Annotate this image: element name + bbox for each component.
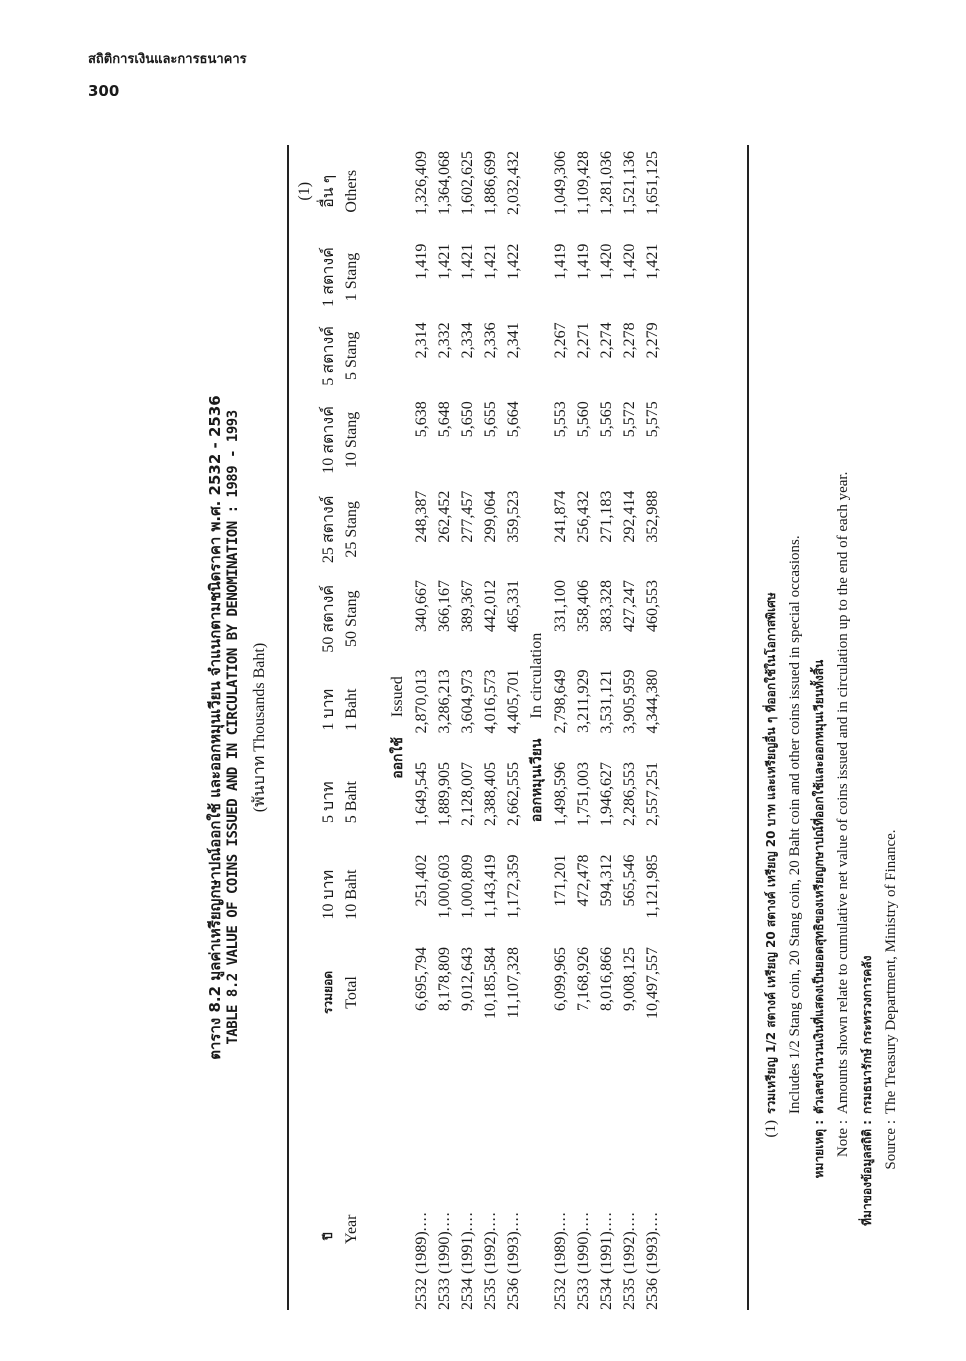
table-cell: 3,905,959 <box>621 669 638 734</box>
book-title: สถิติการเงินและการธนาคาร <box>88 52 247 67</box>
leader-dots: .... <box>505 1211 522 1232</box>
table-cell: 352,988 <box>644 490 661 543</box>
year-label: 2533 (1990) <box>436 1231 453 1310</box>
row-year <box>456 1044 479 1310</box>
footnote-1-thai: รวมเหรียญ 1/2 สตางค์ เหรียญ 20 สตางค์ เหรียญ 20 บาท และเหรียญอื่น ๆ ที่ออกใช้ในโอกาสพิเศษ <box>764 592 778 1114</box>
table-cell: 1,121,985 <box>644 854 661 919</box>
note-english-line <box>831 472 855 1310</box>
table-cell: 2,279 <box>644 322 661 359</box>
section-label <box>525 145 549 1310</box>
row-year <box>618 1044 641 1310</box>
section-label <box>386 145 410 1310</box>
source-english: The Treasury Department, Ministry of Finance. <box>883 829 899 1114</box>
year-label: 2536 (1993) <box>644 1231 661 1310</box>
table-cell: 8,016,866 <box>598 946 615 1011</box>
col-25stang-en: 25 Stang <box>343 501 360 558</box>
table-title-thai: ตาราง 8.2 มูลค่าเหรียญกษาปณ์ออกใช้ และออกหมุนเวียน จำแนกตามชนิดราคา พ.ศ. 2532 - 2536 <box>206 395 224 1060</box>
table-row <box>502 145 525 1310</box>
header-row-english <box>340 145 363 1310</box>
table-cell: 1,000,809 <box>459 854 476 919</box>
table-cell: 1,889,905 <box>436 761 453 826</box>
table-cell: 2,388,405 <box>482 761 499 826</box>
table-cell: 2,332 <box>436 322 453 359</box>
table-cell: 442,012 <box>482 580 499 633</box>
table-cell: 2,334 <box>459 322 476 359</box>
table-cell: 3,604,973 <box>459 669 476 734</box>
source-thai-line <box>855 956 879 1310</box>
table-cell: 9,008,125 <box>621 946 638 1011</box>
table-cell: 5,560 <box>575 401 592 438</box>
table-cell: 1,421 <box>482 243 499 280</box>
table-cell: 5,553 <box>552 401 569 438</box>
others-footnote-marker: (1) <box>296 181 313 201</box>
year-label: 2533 (1990) <box>575 1231 592 1310</box>
table-cell: 9,012,643 <box>459 946 476 1011</box>
table-cell: 4,016,573 <box>482 669 499 734</box>
col-50stang-en: 50 Stang <box>343 590 360 647</box>
col-5stang-en: 5 Stang <box>343 331 360 381</box>
note-thai: ตัวเลขจำนวนเงินที่แสดงเป็นยอดสุทธิของเหรียญกษาปณ์ที่ออกใช้และออกหมุนเวียนทั้งสิ้น <box>812 659 826 1114</box>
header-spacer <box>363 145 386 1310</box>
table-cell: 331,100 <box>552 580 569 633</box>
col-10baht-thai: 10 บาท <box>319 869 337 920</box>
table-cell: 366,167 <box>436 580 453 633</box>
table-row <box>618 145 641 1310</box>
year-label: 2535 (1992) <box>621 1231 638 1310</box>
table-cell: 1,419 <box>552 243 569 280</box>
table-cell: 1,651,125 <box>644 151 661 215</box>
table-cell: 1,886,699 <box>482 151 499 215</box>
table-cell: 359,523 <box>505 490 522 543</box>
leader-dots: .... <box>552 1211 569 1232</box>
table-row <box>479 145 502 1310</box>
leader-dots: .... <box>598 1211 615 1232</box>
col-25stang-thai: 25 สตางค์ <box>319 495 337 564</box>
page-number: 300 <box>88 82 120 100</box>
table-cell: 3,211,929 <box>575 669 592 733</box>
table-cell: 271,183 <box>598 490 615 543</box>
header-row-thai <box>316 145 340 1310</box>
section-header-row <box>525 145 549 1310</box>
section-header-row <box>386 145 410 1310</box>
col-year-en: Year <box>343 1214 360 1244</box>
table-cell: 2,341 <box>505 322 522 359</box>
section-label-thai: ออกหมุนเวียน <box>529 738 545 823</box>
col-others-en: Others <box>343 169 360 213</box>
row-year <box>549 1044 572 1310</box>
table-cell: 241,874 <box>552 490 569 543</box>
table-cell: 1,172,359 <box>505 854 522 919</box>
leader-dots: .... <box>621 1211 638 1232</box>
table-row <box>456 145 479 1310</box>
table-row <box>572 145 595 1310</box>
table-row <box>433 145 456 1310</box>
table-cell: 383,328 <box>598 580 615 633</box>
col-10baht-en: 10 Baht <box>343 869 360 920</box>
table-title-english: TABLE 8.2 VALUE OF COINS ISSUED AND IN CIRCULATION BY DENOMINATION : 1989 - 1993 <box>225 410 241 1045</box>
table-cell: 427,247 <box>621 580 638 633</box>
year-label: 2534 (1991) <box>459 1231 476 1310</box>
table-cell: 299,064 <box>482 490 499 543</box>
table-cell: 1,109,428 <box>575 151 592 215</box>
table-cell: 1,421 <box>644 243 661 280</box>
leader-dots: .... <box>459 1211 476 1232</box>
table-cell: 1,649,545 <box>413 761 430 826</box>
col-5stang-thai: 5 สตางค์ <box>319 325 337 386</box>
table-cell: 3,286,213 <box>436 669 453 734</box>
row-year <box>433 1044 456 1310</box>
source-thai: กรมธนารักษ์ กระทรวงการคลัง <box>860 955 874 1114</box>
col-10stang-thai: 10 สตางค์ <box>319 406 337 474</box>
table-cell: 340,667 <box>413 580 430 633</box>
table-cell: 465,331 <box>505 580 522 633</box>
table-cell: 1,419 <box>575 243 592 280</box>
table-cell: 1,143,419 <box>482 854 499 919</box>
leader-dots: .... <box>482 1211 499 1232</box>
table-cell: 6,695,794 <box>413 946 430 1011</box>
col-1stang-en: 1 Stang <box>343 252 360 302</box>
note-thai-line <box>807 660 831 1310</box>
year-label: 2532 (1989) <box>413 1231 430 1310</box>
footnote-1 <box>759 592 783 1310</box>
table-cell: 256,432 <box>575 490 592 543</box>
table-cell: 262,452 <box>436 490 453 543</box>
table-cell: 1,326,409 <box>413 151 430 215</box>
col-others-thai: อื่น ๆ <box>319 174 337 208</box>
table-cell: 1,000,603 <box>436 854 453 919</box>
table-cell: 10,185,584 <box>482 946 499 1019</box>
table-cell: 1,946,627 <box>598 761 615 826</box>
table-cell: 2,336 <box>482 322 499 359</box>
table-cell: 3,531,121 <box>598 669 615 734</box>
col-5baht-en: 5 Baht <box>343 781 360 824</box>
table-cell: 2,662,555 <box>505 761 522 826</box>
row-year <box>479 1044 502 1310</box>
table-cell: 389,367 <box>459 580 476 633</box>
table-row <box>641 145 664 1310</box>
col-5baht-thai: 5 บาท <box>319 781 337 824</box>
table-cell: 277,457 <box>459 490 476 543</box>
section-label-thai: ออกใช้ <box>390 737 406 779</box>
col-1baht-en: 1 Baht <box>343 688 360 731</box>
table-cell: 594,312 <box>598 854 615 907</box>
col-total-thai: รวมยอด <box>321 970 335 1015</box>
table-cell: 1,420 <box>598 243 615 280</box>
table-cell: 1,281,036 <box>598 151 615 215</box>
table-cell: 5,565 <box>598 401 615 438</box>
table-cell: 5,575 <box>644 401 661 438</box>
table-cell: 2,274 <box>598 322 615 359</box>
table-cell: 2,286,553 <box>621 761 638 826</box>
table-cell: 460,553 <box>644 580 661 633</box>
col-year-thai: ปี <box>321 1232 335 1240</box>
table-cell: 1,521,136 <box>621 151 638 215</box>
section-label-english: In circulation <box>528 632 545 719</box>
year-label: 2536 (1993) <box>505 1231 522 1310</box>
table-cell: 5,572 <box>621 401 638 438</box>
leader-dots: .... <box>436 1211 453 1232</box>
footnote-1-english: Includes 1/2 Stang coin, 20 Stang coin, 20 Baht coin and other coins issued in special occasions. <box>787 535 803 1114</box>
coin-value-table <box>293 145 664 1310</box>
col-1stang-thai: 1 สตางค์ <box>319 247 337 307</box>
table-cell: 4,405,701 <box>505 669 522 734</box>
footnote-1-english-line <box>783 535 807 1310</box>
table-cell: 2,128,007 <box>459 761 476 826</box>
leader-dots: .... <box>575 1211 592 1232</box>
row-year <box>410 1044 433 1310</box>
row-year <box>572 1044 595 1310</box>
row-year <box>502 1044 525 1310</box>
source-english-line <box>879 829 903 1310</box>
table-cell: 2,870,013 <box>413 669 430 734</box>
table-cell: 6,099,965 <box>552 946 569 1011</box>
table-cell: 1,421 <box>459 243 476 280</box>
table-row <box>410 145 433 1310</box>
top-rule <box>287 145 289 1310</box>
table-cell: 10,497,557 <box>644 946 661 1019</box>
table-cell: 1,420 <box>621 243 638 280</box>
table-cell: 292,414 <box>621 490 638 543</box>
table-cell: 2,271 <box>575 322 592 359</box>
note-label-english: Note : <box>835 1120 851 1158</box>
year-label: 2534 (1991) <box>598 1231 615 1310</box>
table-cell: 2,557,251 <box>644 761 661 826</box>
table-cell: 1,751,003 <box>575 761 592 826</box>
table-cell: 1,419 <box>413 243 430 280</box>
table-cell: 251,402 <box>413 854 430 907</box>
table-cell: 1,498,596 <box>552 761 569 826</box>
col-10stang-en: 10 Stang <box>343 411 360 469</box>
source-label-thai: ที่มาของข้อมูลสถิติ : <box>860 1120 874 1226</box>
table-cell: 2,798,649 <box>552 669 569 734</box>
col-1baht-thai: 1 บาท <box>319 688 337 731</box>
table-cell: 2,267 <box>552 322 569 359</box>
table-cell: 1,049,306 <box>552 151 569 215</box>
table-cell: 5,655 <box>482 401 499 438</box>
section-label-english: Issued <box>389 676 406 718</box>
row-year <box>595 1044 618 1310</box>
table-cell: 565,546 <box>621 854 638 907</box>
table-cell: 2,278 <box>621 322 638 359</box>
header-row-superscript <box>293 145 316 1310</box>
table-cell: 1,422 <box>505 243 522 280</box>
table-row <box>549 145 572 1310</box>
table-cell: 2,032,432 <box>505 151 522 215</box>
col-50stang-thai: 50 สตางค์ <box>319 584 337 653</box>
table-cell: 248,387 <box>413 490 430 543</box>
year-label: 2535 (1992) <box>482 1231 499 1310</box>
footnote-1-marker: (1) <box>763 1120 779 1138</box>
note-english: Amounts shown relate to cumulative net value of coins issued and in circulation up to the end of each year. <box>835 471 851 1114</box>
table-cell: 358,406 <box>575 580 592 633</box>
leader-dots: .... <box>413 1211 430 1232</box>
table-cell: 5,648 <box>436 401 453 438</box>
table-cell: 5,650 <box>459 401 476 438</box>
note-label-thai: หมายเหตุ : <box>812 1120 826 1179</box>
col-total-en: Total <box>343 976 360 1009</box>
table-titles <box>145 145 275 1310</box>
table-cell: 7,168,926 <box>575 946 592 1011</box>
year-label: 2532 (1989) <box>552 1231 569 1310</box>
table-cell: 8,178,809 <box>436 946 453 1011</box>
source-label-english: Source : <box>883 1120 899 1170</box>
table-cell: 11,107,328 <box>505 946 522 1019</box>
rotated-table-block <box>145 145 905 1310</box>
table-cell: 171,201 <box>552 854 569 907</box>
table-cell: 4,344,380 <box>644 669 661 734</box>
table-cell: 5,638 <box>413 401 430 438</box>
table-cell: 472,478 <box>575 854 592 907</box>
bottom-rule <box>747 145 749 1310</box>
table-cell: 1,421 <box>436 243 453 280</box>
leader-dots: .... <box>644 1211 661 1232</box>
table-cell: 1,364,068 <box>436 151 453 215</box>
table-cell: 5,664 <box>505 401 522 438</box>
table-row <box>595 145 618 1310</box>
table-cell: 1,602,625 <box>459 151 476 215</box>
table-cell: 2,314 <box>413 322 430 359</box>
table-unit: (พันบาท Thousands Baht) <box>251 642 268 813</box>
row-year <box>641 1044 664 1310</box>
